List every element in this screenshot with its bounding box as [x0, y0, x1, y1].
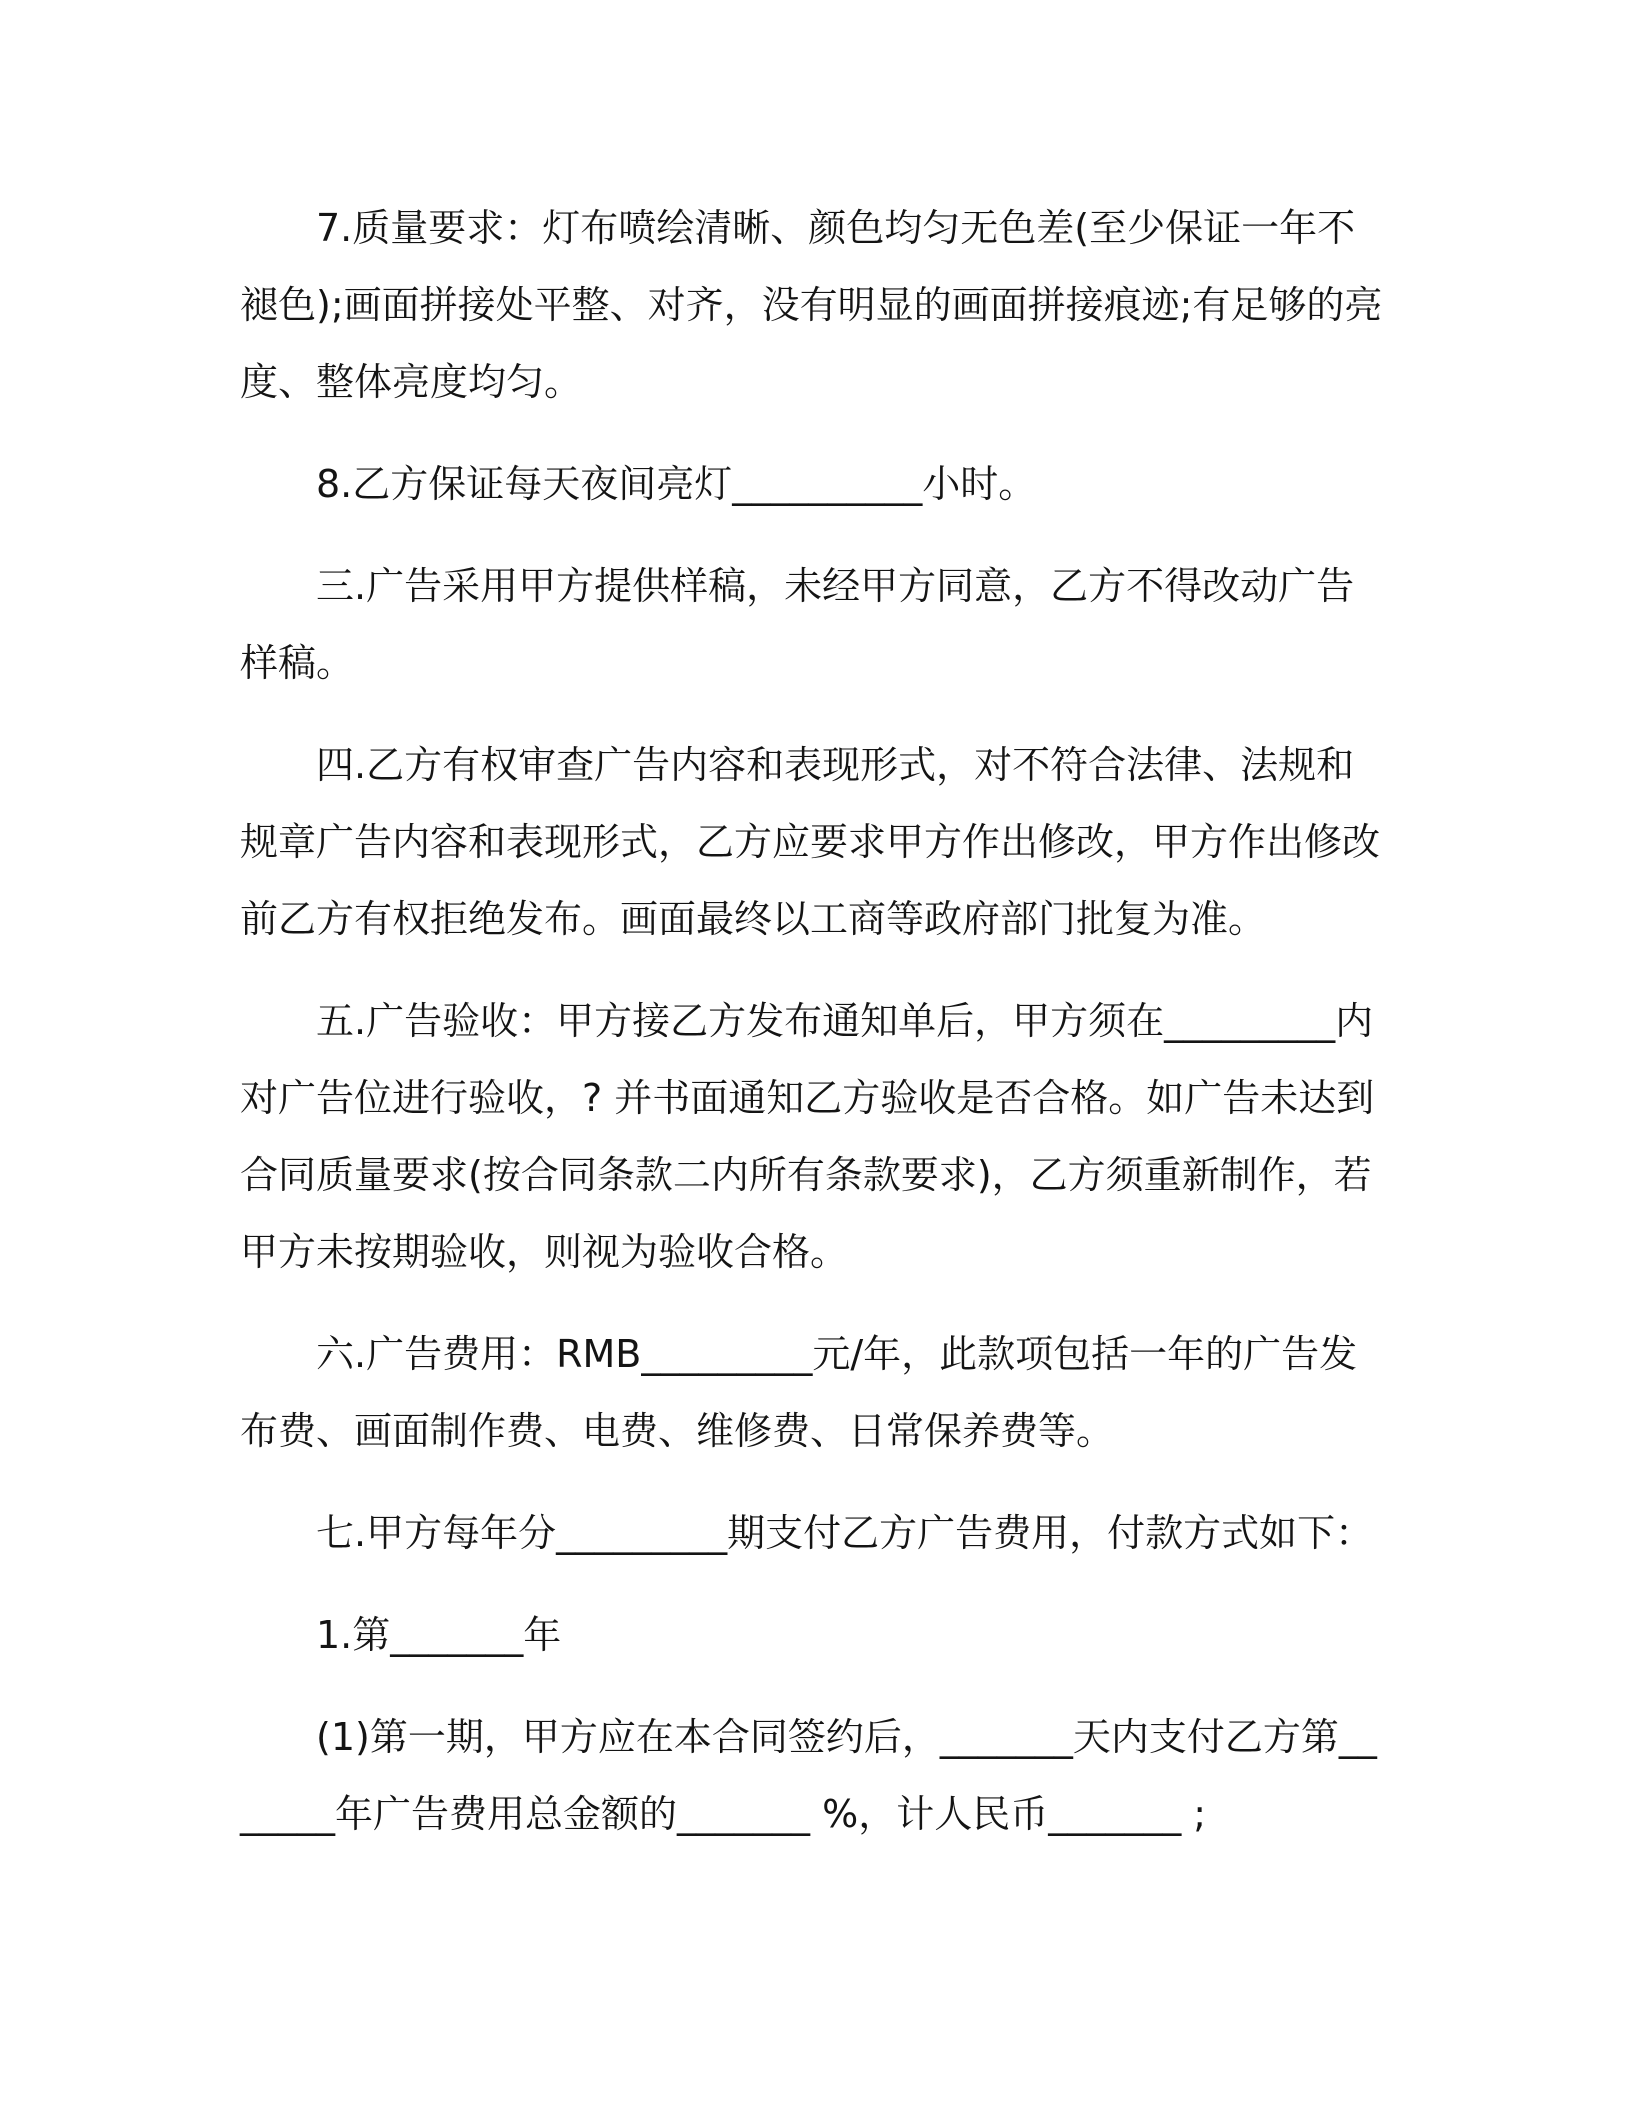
paragraph-year-item: 1.第_______年 [316, 1613, 562, 1657]
paragraph-content-review: 四.乙方有权审查广告内容和表现形式，对不符合法律、法规和规章广告内容和表现形式，乙方应要求甲方作出修改，甲方作出修改前乙方有权拒绝发布。画面最终以工商等政府部门批复为准。 [240, 743, 1381, 941]
paragraph-quality-requirements: 7.质量要求：灯布喷绘清晰、颜色均匀无色差(至少保证一年不褪色);画面拼接处平整、对齐，没有明显的画面拼接痕迹;有足够的亮度、整体亮度均匀。 [240, 206, 1383, 404]
paragraph-advertising-fee: 六.广告费用：RMB_________元/年，此款项包括一年的广告发布费、画面制作费、电费、维修费、日常保养费等。 [240, 1332, 1358, 1453]
paragraph-sample-draft: 三.广告采用甲方提供样稿，未经甲方同意，乙方不得改动广告样稿。 [240, 564, 1355, 685]
paragraph-first-installment: (1)第一期，甲方应在本合同签约后，_______天内支付乙方第_______年广告费用总金额的_______ %，计人民币_______ ; [240, 1715, 1377, 1836]
paragraph-acceptance: 五.广告验收：甲方接乙方发布通知单后，甲方须在_________内对广告位进行验收，? 并书面通知乙方验收是否合格。如广告未达到合同质量要求(按合同条款二内所有条款要求)，乙方须重新制作，若甲方未按期验收，则视为验收合格。 [240, 999, 1375, 1274]
paragraph-lighting-hours: 8.乙方保证每天夜间亮灯__________小时。 [316, 462, 1037, 506]
paragraph-payment-installments: 七.甲方每年分_________期支付乙方广告费用，付款方式如下： [316, 1511, 1374, 1555]
document-body [240, 190, 1388, 1878]
